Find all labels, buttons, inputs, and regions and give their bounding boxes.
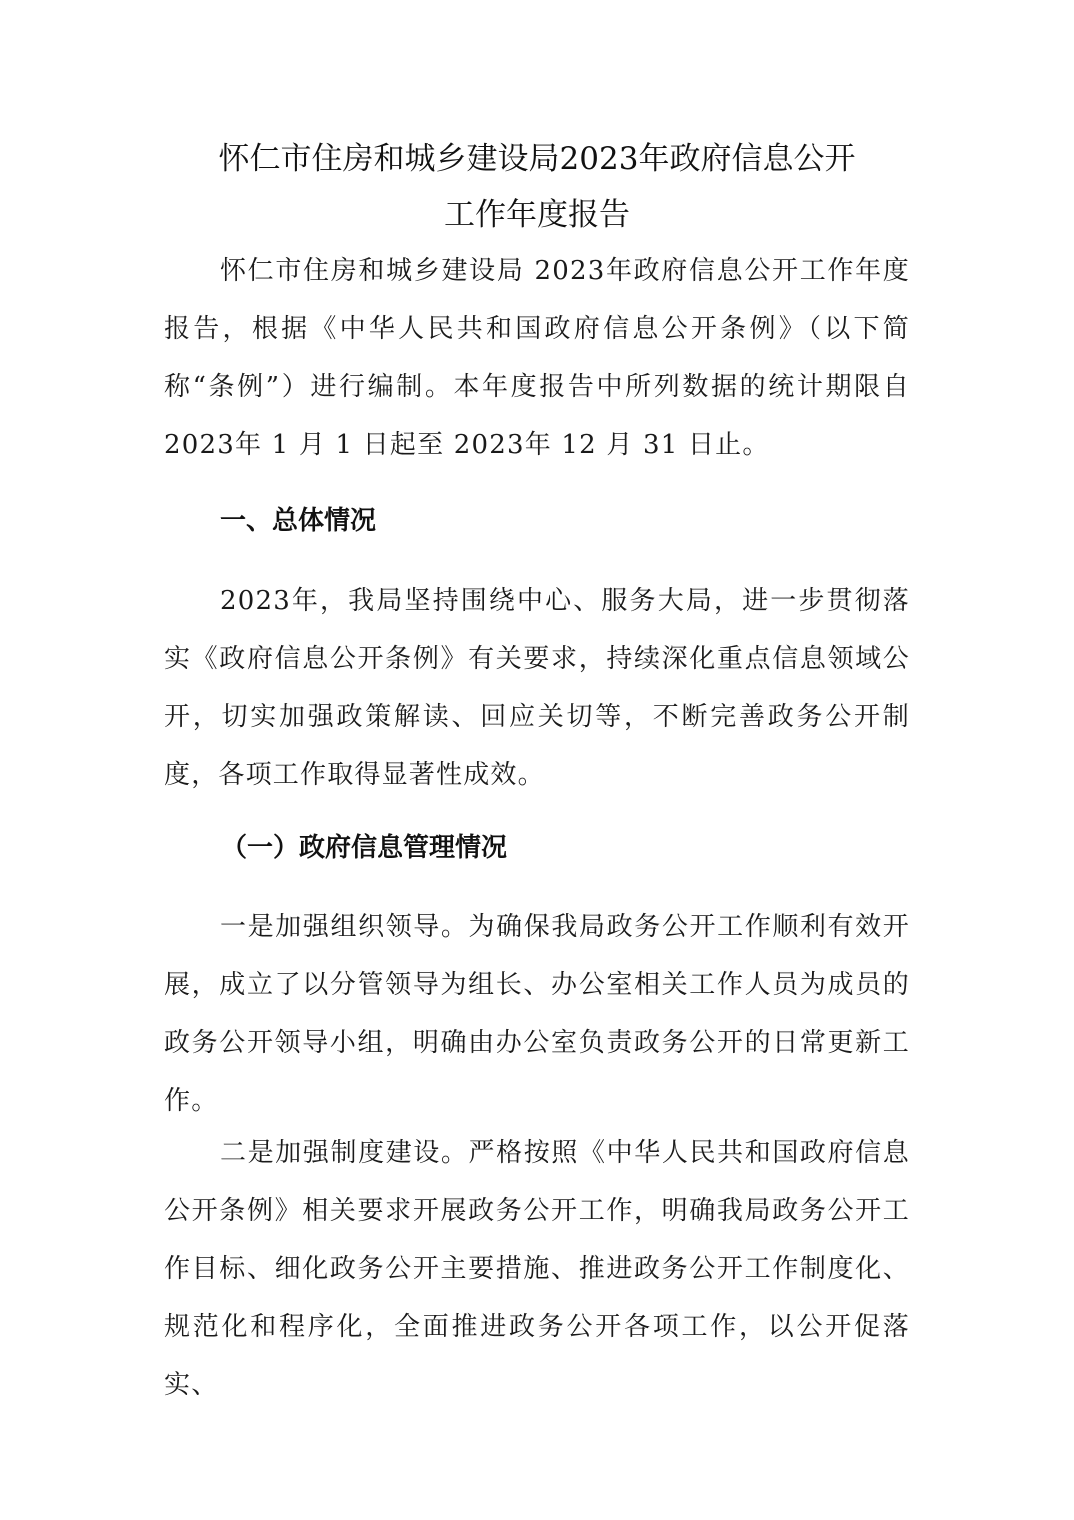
- info-management-paragraph-1: 一是加强组织领导。为确保我局政务公开工作顺利有效开展，成立了以分管领导为组长、办公室相关工作人员为成员的政务公开领导小组，明确由办公室负责政务公开的日常更新工作。: [164, 912, 910, 1116]
- section-heading-overview: 一、总体情况: [220, 506, 377, 536]
- intro-paragraph: 怀仁市住房和城乡建设局 2023年政府信息公开工作年度报告，根据《中华人民共和国政府信息公开条例》（以下简称“条例”）进行编制。本年度报告中所列数据的统计期限自 2023年 1 月 1 日起至 2023年 12 月 31 日止。: [164, 256, 910, 460]
- subsection-heading-info-management: （一）政府信息管理情况: [221, 833, 508, 863]
- info-management-paragraph-2: 二是加强制度建设。严格按照《中华人民共和国政府信息公开条例》相关要求开展政务公开工作，明确我局政务公开工作目标、细化政务公开主要措施、推进政务公开工作制度化、规范化和程序化，全面推进政务公开各项工作，以公开促落实、: [164, 1138, 910, 1400]
- overview-paragraph: 2023年，我局坚持围绕中心、服务大局，进一步贯彻落实《政府信息公开条例》有关要求，持续深化重点信息领域公开，切实加强政策解读、回应关切等，不断完善政务公开制度，各项工作取得显著性成效。: [164, 586, 910, 790]
- report-title-line-1: 怀仁市住房和城乡建设局2023年政府信息公开: [218, 141, 856, 177]
- report-title-line-2: 工作年度报告: [444, 197, 630, 233]
